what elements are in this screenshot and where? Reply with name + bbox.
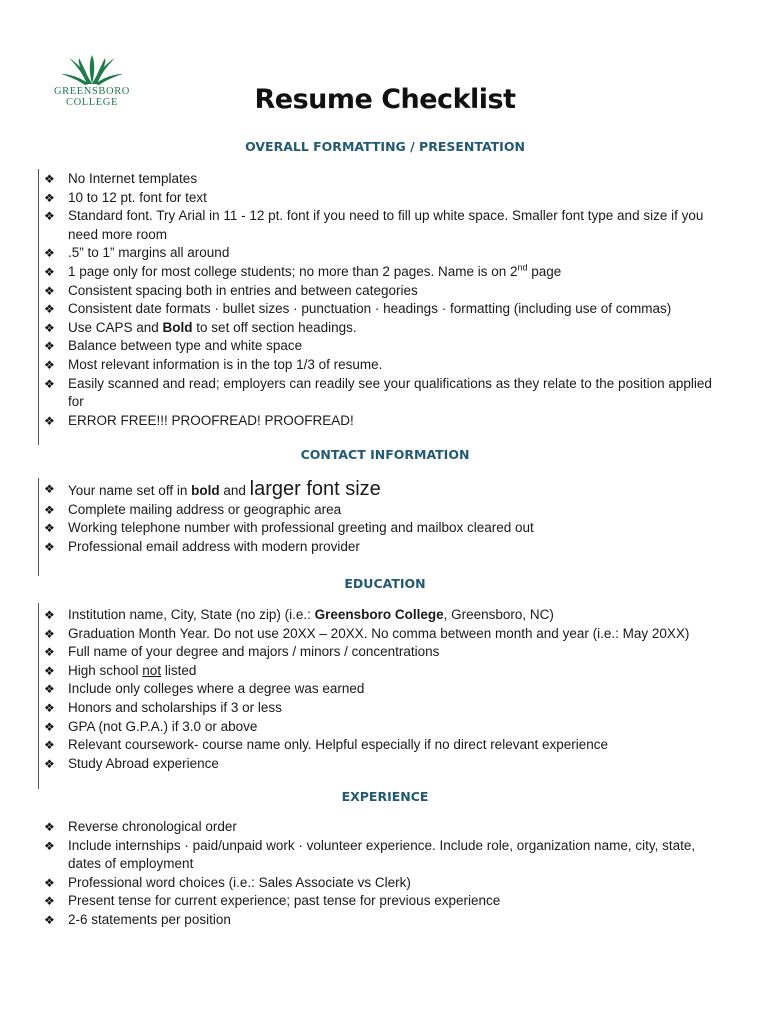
diamond-bullet-icon: ❖ <box>44 875 55 890</box>
superscript-text: nd <box>517 262 528 273</box>
list-item: ❖ Working telephone number with professional greeting and mailbox cleared out <box>40 519 730 538</box>
list-item: ❖ Include internships · paid/unpaid work · volunteer experience. Include role, organization name, city, state, dates of employment <box>44 837 696 872</box>
list-item: ❖ Easily scanned and read; employers can readily see your qualifications as they relate to the position applied for <box>44 375 712 410</box>
diamond-bullet-icon: ❖ <box>44 894 55 909</box>
diamond-bullet-icon: ❖ <box>44 339 55 354</box>
diamond-bullet-icon: ❖ <box>44 413 55 428</box>
diamond-bullet-icon: ❖ <box>44 912 55 927</box>
list-formatting <box>40 170 730 430</box>
diamond-bullet-icon: ❖ <box>44 626 55 641</box>
section-divider-contact <box>38 478 39 576</box>
list-item: ❖ Balance between type and white space <box>40 337 730 356</box>
large-font-text: larger font size <box>249 478 381 500</box>
list-item: ❖ Use CAPS and Bold to set off section headings. <box>40 319 730 338</box>
diamond-bullet-icon: ❖ <box>44 172 55 186</box>
list-item: ❖ Your name set off in bold and larger font size <box>44 478 381 500</box>
list-item: ❖ Complete mailing address or geographic area <box>40 501 730 520</box>
list-item: ❖ Study Abroad experience <box>40 755 730 774</box>
list-item: ❖ High school not listed <box>40 662 730 681</box>
diamond-bullet-icon: ❖ <box>44 283 55 298</box>
list-item: ❖ .5” to 1” margins all around <box>40 244 730 263</box>
diamond-bullet-icon: ❖ <box>44 719 55 734</box>
list-item: ❖ Full name of your degree and majors / minors / concentrations <box>40 643 730 662</box>
bold-text: bold <box>191 483 220 498</box>
diamond-bullet-icon: ❖ <box>44 246 55 261</box>
list-item: ❖ Include only colleges where a degree was earned <box>40 680 730 699</box>
list-education <box>40 606 730 773</box>
list-experience <box>40 818 730 930</box>
diamond-bullet-icon: ❖ <box>44 209 55 224</box>
heading-contact: CONTACT INFORMATION <box>300 447 470 462</box>
list-item: ❖ Relevant coursework- course name only. Helpful especially if no direct relevant experience <box>40 736 730 755</box>
list-item: ❖ No Internet templates <box>40 170 730 189</box>
diamond-bullet-icon: ❖ <box>44 645 55 660</box>
list-item: ❖ 10 to 12 pt. font for text <box>40 189 730 208</box>
list-contact <box>40 480 730 556</box>
logo-line2: COLLEGE <box>65 97 119 108</box>
diamond-bullet-icon: ❖ <box>44 521 55 536</box>
page-title: Resume Checklist <box>254 84 516 115</box>
diamond-bullet-icon: ❖ <box>44 608 55 622</box>
list-item: ❖ Graduation Month Year. Do not use 20XX – 20XX. No comma between month and year (i.e.: May 20XX) <box>40 625 730 644</box>
list-item: ❖ ERROR FREE!!! PROOFREAD! PROOFREAD! <box>40 412 730 431</box>
list-item: ❖ Standard font. Try Arial in 11 - 12 pt. font if you need to fill up white space. Smaller font type and size if you need more room <box>44 208 704 242</box>
list-item: ❖ 2-6 statements per position <box>40 911 730 930</box>
list-item: ❖ Most relevant information is in the top 1/3 of resume. <box>40 356 730 375</box>
list-item: ❖ Present tense for current experience; past tense for previous experience <box>40 892 730 911</box>
diamond-bullet-icon: ❖ <box>44 682 55 697</box>
diamond-bullet-icon: ❖ <box>44 820 55 834</box>
diamond-bullet-icon: ❖ <box>44 264 55 279</box>
heading-education: EDUCATION <box>344 576 426 591</box>
list-item: ❖ GPA (not G.P.A.) if 3.0 or above <box>40 718 730 737</box>
list-item: ❖ Reverse chronological order <box>40 818 730 837</box>
diamond-bullet-icon: ❖ <box>44 376 55 391</box>
diamond-bullet-icon: ❖ <box>44 700 55 715</box>
diamond-bullet-icon: ❖ <box>44 663 55 678</box>
diamond-bullet-icon: ❖ <box>44 539 55 554</box>
list-item: ❖ 1 page only for most college students; no more than 2 pages. Name is on 2nd page <box>40 263 730 282</box>
diamond-bullet-icon: ❖ <box>44 302 55 317</box>
section-divider-formatting <box>38 169 39 445</box>
heading-experience: EXPERIENCE <box>341 789 429 804</box>
list-item: ❖ Professional email address with modern provider <box>40 538 730 557</box>
book-leaves-icon <box>59 54 125 86</box>
underlined-text: not <box>142 662 162 678</box>
diamond-bullet-icon: ❖ <box>44 738 55 753</box>
bold-text: Bold <box>162 319 193 335</box>
heading-formatting: OVERALL FORMATTING / PRESENTATION <box>245 139 525 154</box>
diamond-bullet-icon: ❖ <box>44 838 55 853</box>
list-item: ❖ Professional word choices (i.e.: Sales Associate vs Clerk) <box>40 874 730 893</box>
logo-line1: GREENSBORO <box>53 86 130 97</box>
list-item: ❖ Honors and scholarships if 3 or less <box>40 699 730 718</box>
diamond-bullet-icon: ❖ <box>44 320 55 335</box>
diamond-bullet-icon: ❖ <box>44 357 55 372</box>
diamond-bullet-icon: ❖ <box>44 190 55 205</box>
bold-text: Greensboro College <box>314 607 444 622</box>
diamond-bullet-icon: ❖ <box>44 482 55 496</box>
diamond-bullet-icon: ❖ <box>44 756 55 771</box>
list-item: ❖ Consistent spacing both in entries and between categories <box>40 282 730 301</box>
section-divider-education <box>38 603 39 789</box>
list-item: ❖ Consistent date formats · bullet sizes · punctuation · headings · formatting (including use of commas) <box>40 300 730 319</box>
list-item: ❖ Institution name, City, State (no zip) (i.e.: Greensboro College, Greensboro, NC) <box>40 606 730 625</box>
diamond-bullet-icon: ❖ <box>44 502 55 517</box>
